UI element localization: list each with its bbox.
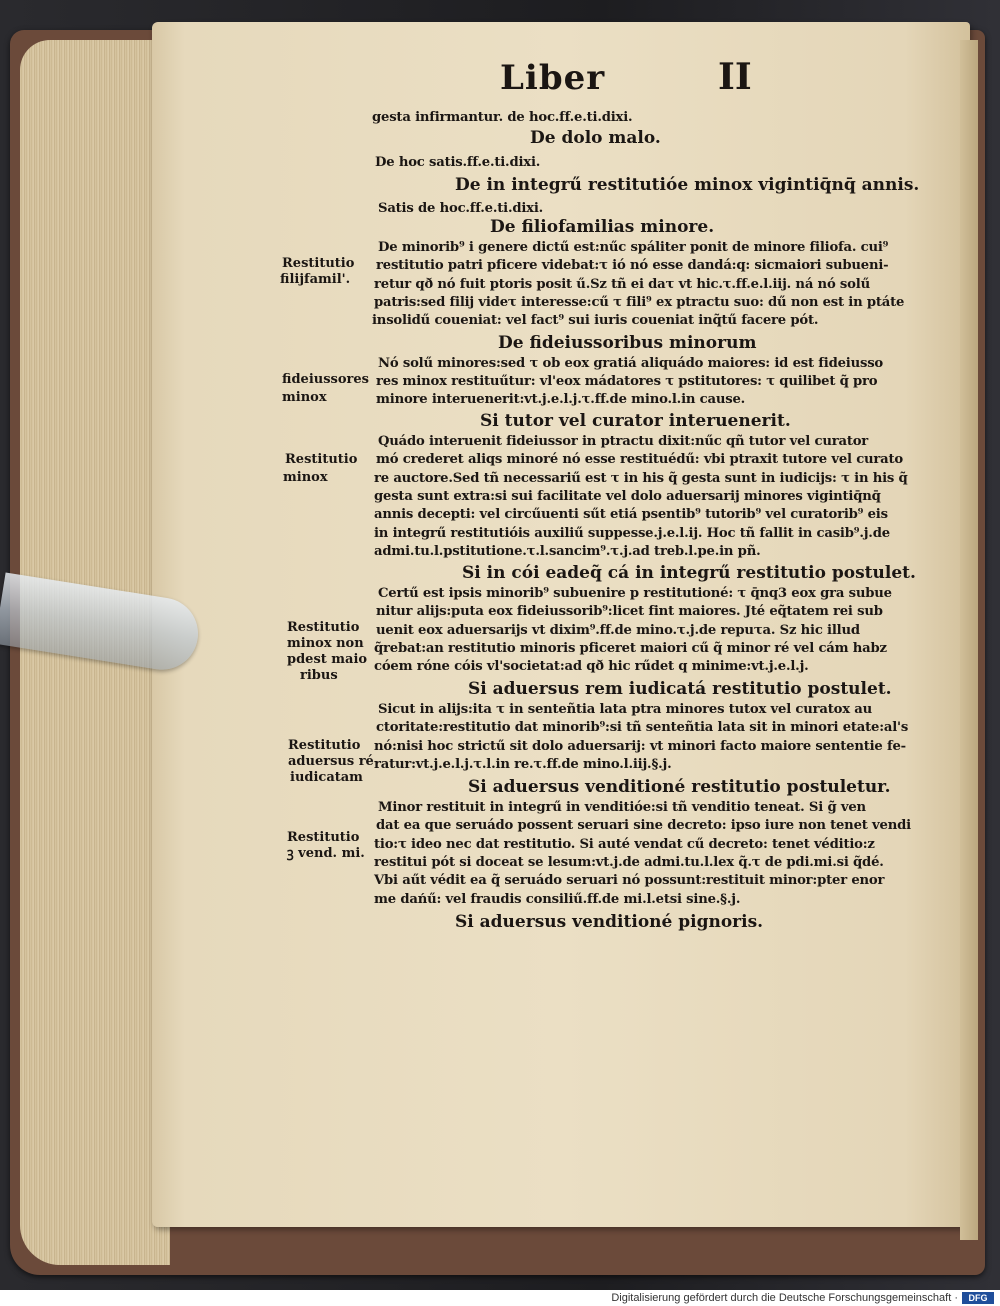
text-line: gesta infirmantur. de hoc.ff.e.ti.dixi.: [372, 110, 633, 125]
text-line: Minor restituit in integrű in venditióe:si tñ venditio teneat. Si g̃ ven: [378, 800, 866, 815]
section-heading: Si aduersus rem iudicatá restitutio postulet.: [468, 679, 892, 699]
text-line: insolidű coueniat: vel fact⁹ sui iuris coueniat inq̃tű facere pót.: [372, 313, 819, 328]
section-heading: De dolo malo.: [530, 128, 661, 148]
running-head-number: II: [718, 56, 752, 98]
section-heading: De filiofamilias minore.: [490, 217, 715, 237]
marginal-note: Restitutio: [282, 256, 355, 271]
section-heading: Si in cói eadeq̃ cá in integrű restitutio postulet.: [462, 563, 916, 583]
text-line: nó:nisi hoc strictű sit dolo aduersarij: vt minori facto maiore sententie fe-: [374, 739, 906, 754]
text-line: Certű est ipsis minorib⁹ subuenire p restitutioné: τ q̄nq3 eox gra subue: [378, 586, 892, 601]
text-line: Satis de hoc.ff.e.ti.dixi.: [378, 201, 544, 216]
text-line: mó crederet aliqs minoré nó esse restituédű: vbi ptraxit tutore vel curato: [376, 452, 904, 467]
marginal-note: iudicatam: [290, 770, 363, 785]
section-heading: Si tutor vel curator interuenerit.: [480, 411, 791, 431]
section-heading: De in integrű restitutióe minox vigintiq̄nq̄ annis.: [455, 175, 920, 195]
section-heading: Si aduersus venditioné restitutio postuletur.: [468, 777, 891, 797]
section-heading: Si aduersus venditioné pignoris.: [455, 912, 764, 932]
text-line: q̃rebat:an restitutio minoris pficeret maiori cű q̃ minor ré vel cám habz: [374, 641, 887, 656]
text-line: retur qð nó fuit ptoris posit ű.Sz tñ ei daτ vt hic.τ.ff.e.l.iij. ná nó solű: [374, 277, 870, 292]
section-heading: De fideiussoribus minorum: [498, 333, 757, 353]
text-line: De minorib⁹ i genere dictű est:nűc spáliter ponit de minore filiofa. cui⁹: [378, 240, 889, 255]
text-line: res minox restituűtur: vl'eox mádatores τ pstitutores: τ quilibet q̃ pro: [376, 374, 878, 389]
marginal-note: Restitutio: [285, 452, 358, 467]
text-line: Vbi aűt védit ea q̃ seruádo seruari nó possunt:restituit minor:pter enor: [374, 873, 885, 888]
text-line: Nó solű minores:sed τ ob eox gratiá aliquádo maiores: id est fideiusso: [378, 356, 884, 371]
running-head-title: Liber: [500, 58, 606, 98]
text-line: patris:sed filij videτ interesse:cű τ fili⁹ ex ptractu suo: dű non est in ptáte: [374, 295, 905, 310]
marginal-note: Restitutio: [287, 830, 360, 845]
text-line: ratur:vt.j.e.l.j.τ.l.in re.τ.ff.de mino.l.iij.§.j.: [374, 757, 672, 772]
text-line: De hoc satis.ff.e.ti.dixi.: [375, 155, 541, 170]
text-line: gesta sunt extra:si sui facilitate vel dolo aduersarij minores vigintiq̄nq̄: [374, 489, 881, 504]
text-line: in integrű restitutióis auxiliű suppesse.j.e.l.ij. Hoc tñ fallit in casib⁹.j.de: [374, 526, 890, 541]
text-line: nitur alijs:puta eox fideiussorib⁹:licet fint maiores. Jté eq̃tatem rei sub: [376, 604, 883, 619]
text-line: admi.tu.l.pstitutione.τ.l.sancim⁹.τ.j.ad treb.l.pe.in pñ.: [374, 544, 761, 559]
marginal-note: ribus: [300, 668, 338, 683]
text-line: uenit eox aduersarijs vt dixim⁹.ff.de mino.τ.j.de repuτa. Sz hic illud: [376, 623, 860, 638]
text-line: ctoritate:restitutio dat minorib⁹:si tñ senteñtia lata sit in minori etate:al's: [376, 720, 909, 735]
text-line: minore interuenerit:vt.j.e.l.j.τ.ff.de mino.l.in cause.: [376, 392, 746, 407]
text-line: tio:τ ideo nec dat restitutio. Si auté vendat cű decreto: tenet véditio:z: [374, 837, 875, 852]
marginal-note: pdest maio: [287, 652, 368, 667]
text-line: restitui pót si doceat se lesum:vt.j.de admi.tu.l.lex q̃.τ de pdi.mi.si q̃dé.: [374, 855, 884, 870]
marginal-note: filijfamil'.: [280, 272, 351, 287]
text-line: me dańű: vel fraudis consiliű.ff.de mi.l.etsi sine.§.j.: [374, 892, 741, 907]
text-line: cóem róne cóis vl'societat:ad qð hic rűdet q minime:vt.j.e.l.j.: [374, 659, 809, 674]
marginal-note: minox: [283, 470, 328, 485]
marginal-note: Restitutio: [287, 620, 360, 635]
marginal-note: minox: [282, 390, 327, 405]
marginal-note: ꝫ vend. mi.: [287, 846, 365, 861]
marginal-note: Restitutio: [288, 738, 361, 753]
text-line: Quádo interuenit fideiussor in ptractu dixit:nűc qñ tutor vel curator: [378, 434, 869, 449]
text-line: re auctore.Sed tñ necessariű est τ in his q̃ gesta sunt in iudicijs: τ in his q̃: [374, 471, 908, 486]
marginal-note: aduersus ré: [288, 754, 374, 769]
text-line: dat ea que seruádo possent seruari sine decreto: ipso iure non tenet vendi: [376, 818, 911, 833]
funding-notice: Digitalisierung gefördert durch die Deutsche Forschungsgemeinschaft ·: [611, 1292, 958, 1304]
marginal-note: fideiussores: [282, 372, 369, 387]
dfg-logo-icon: DFG: [962, 1292, 994, 1304]
text-line: Sicut in alijs:ita τ in senteñtia lata ptra minores tutox vel curatox au: [378, 702, 872, 717]
text-line: annis decepti: vel circűuenti sűt etiá psentib⁹ tutorib⁹ vel curatorib⁹ eis: [374, 507, 888, 522]
marginal-note: minox non: [287, 636, 364, 651]
right-page-edge: [960, 40, 978, 1240]
text-line: restitutio patri pficere videbat:τ ió nó esse dandá:q: sicmaiori subueni-: [376, 258, 889, 273]
